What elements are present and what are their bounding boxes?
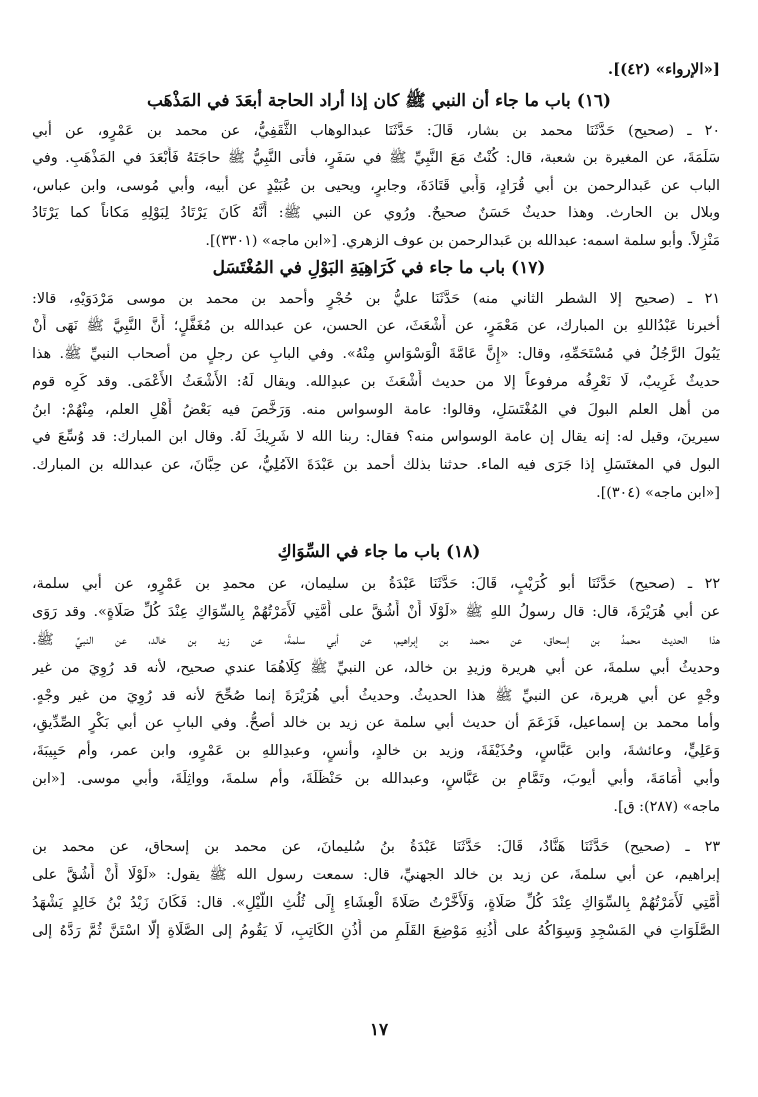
text-line: ٢٠ ـ (صحيح) حَدَّثَنَا محمد بن بشار، قَالَ: حَدَّثَنَا عبدالوهاب الثَّقَفِيُّ، عن محمد بن عَمْرٍو، عن أبي (32, 123, 720, 139)
text-line: وبلال بن الحارث. وهذا حديثٌ حَسَنٌ صحيحٌ. ورُوي عن النبي ﷺ: أَنَّهُ كَانَ يَرْتَادُ لِبَوْلِهِ مَكاناً كما يَرْتَادُ (32, 205, 720, 221)
text-line: هذا الحديث محمدُ بن إسحاق، عن محمد بن إبراهيم، عن أبي سلمةَ، عن زيد بن خالد، عن النبيِّ ﷺ. (32, 632, 720, 648)
text-line: وأما محمد بن إسماعيل، فَزَعَمَ أن حديث أبي سلمة عن زيد بن خالد أصحُّ. وفي البابِ عن أبي بَكْرٍ الصِّدِّيقِ، (32, 715, 720, 731)
text-line: من أهل العلم البولَ في المُغْتَسَلِ، وقالوا: عامة الوسواس منه. وَرَخَّصَ فيه بَعْضُ أَهْلِ العلم، مِنْهُمْ: ابنُ (32, 402, 720, 418)
text-line: ٢١ ـ (صحيح إلا الشطر الثاني منه) حَدَّثَنَا عليُّ بن حُجْرٍ وأحمد بن محمد بن موسى مَرْدَوَيْهِ، قالا: (32, 291, 720, 307)
section-heading-17: (١٧) باب ما جاء في كَرَاهِيَةِ البَوْلِ في المُغْتَسَل (212, 258, 546, 278)
text-line: وحديثُ أبي سلمةَ، عن أبي هريرة وزيدِ بن خالد، عن النبيِّ ﷺ كِلَاهُمَا عندي صحيح، لأنه قد رُوِيَ من غير (32, 660, 720, 676)
text-line: [«ابن ماجه» (٣٠٤)]. (596, 485, 720, 501)
top-reference: [«الإرواء» (٤٢)]. (607, 60, 720, 78)
text-line: أخبرنا عَبْدُاللهِ بن المبارك، عن مَعْمَرٍ، عن أَشْعَثَ، عن الحسن، عن عبدالله بن مُغَفَّلٍ؛ أَنَّ النَّبِيَّ ﷺ نَهَى أَنْ (32, 318, 720, 334)
text-line: الباب عن عَبدالرحمن بن أبي قُرَادٍ، وَأَبي قَتَادَةَ، وجابرٍ، ويحيى بن عُبَيْدٍ عن أبيه، وأبي مُوسى، وابن عباس، (32, 178, 720, 194)
text-line: إبراهيم، عن أبي سلمةَ، عن زيد بن خالد الجهنيِّ، قال: سمعت رسول الله ﷺ يقول: «لَوْلَا أَنْ أَشُقَّ على (32, 867, 720, 883)
text-line: وَعَلِيٍّ، وعائشةَ، وابن عَبَّاسٍ، وحُذَيْفَةَ، وزيد بن خالدٍ، وأنسٍ، وعبدِاللهِ بن عَمْرٍو، وابن عمر، وأم حَبِيبَةَ، (32, 743, 720, 759)
section-heading-16: (١٦) باب ما جاء أن النبي ﷺ كان إذا أراد الحاجة أبعَدَ في المَذْهَب (146, 91, 612, 111)
text-line: وجْهٍ عن أبي هريرة، عن النبيِّ ﷺ هذا الحديثُ. وحديثُ أبي هُرَيْرَةَ إنما صُحِّحَ لأنه قد رُوِيَ من غير وجْهٍ. (32, 688, 720, 704)
text-line: حديثٌ غَرِيبٌ، لَا نَعْرِفُه مرفوعاً إلا من حديث أَشْعَثَ بن عبدِالله. ويقال لَهُ: الأَشْعَثُ الأَعْمَى. وقد كَرِه قوم (32, 374, 720, 390)
text-line: سَلَمَةَ، عن المغيرة بن شعبة، قال: كُنْتُ مَعَ النَّبِيِّ ﷺ في سَفَرٍ، فأتى النَّبِيُّ ﷺ حاجَتَهُ فَأَبْعَدَ في المَذْهَبِ. وفي (32, 150, 720, 166)
text-line: وأبي أُمَامَةَ، وأبي أيوبَ، وتَمَّامِ بن عَبَّاسٍ، وعبدالله بن حَنْظَلَةَ، وأم سلمةَ، وواثِلَةَ، وأبي موسى. [«ابن (32, 771, 720, 787)
text-line: الصَّلَوَاتِ في المَسْجِدِ وَسِوَاكُهُ على أُذُنِهِ مَوْضِعَ القَلَمِ من أُذُنِ الكَاتِبِ، لَا يَقُومُ إلى الصَّلَاةِ إلَّا اسْتَنَّ ثُمَّ رَدَّهُ إلى (32, 923, 720, 939)
text-line: البول في المغتَسَلِ إذا جَرَى فيه الماء. حدثنا بذلك أحمد بن عَبْدَةَ الآمُلِيُّ، عن حِبَّانَ، عن عبدالله بن المبارك. (32, 457, 720, 473)
text-line: مَنْزِلاً. وأبو سلمة اسمه: عبدالله بن عَبدالرحمن بن عوف الزهري. [«ابن ماجه» (٣٣٠١)]. (205, 233, 720, 249)
text-line: أُمَّتِي لَأَمَرْتُهُمْ بِالسِّوَاكِ عِنْدَ كُلِّ صَلَاةٍ، وَلَأَخَّرْتُ صَلَاةَ الْعِشَاءِ إِلَى ثُلُثِ اللَّيْلِ». قال: فَكَانَ زَيْدُ بْنُ خَالِدٍ يَشْهَدُ (32, 895, 720, 911)
text-line: سيرينَ، وقيل له: إنه يقال إن عامة الوسواس منه؟ فقال: ربنا الله لا شَرِيكَ لَهُ. وقال ابن المبارك: قد وُسِّعَ في (32, 429, 720, 445)
text-line: ماجه» (٢٨٧): ق]. (613, 799, 720, 815)
page-number: ١٧ (369, 1020, 389, 1040)
text-line: عن أبي هُرَيْرَةَ، قال: قال رسولُ اللهِ ﷺ «لَوْلَا أَنْ أَشُقَّ على أُمَّتِي لَأَمَرْتُهُمْ بِالسِّوَاكِ عِنْدَ كُلِّ صَلَاةٍ». وقد رَوَى (32, 604, 720, 620)
text-line: ٢٣ ـ (صحيح) حَدَّثَنَا هَنَّادٌ، قَالَ: حَدَّثَنَا عَبْدَةُ بنُ سُليمانَ، عن محمد بن إسحاق، عن محمد بن (32, 839, 720, 855)
text-line: يَبُولَ الرَّجُلُ في مُسْتَحَمِّهِ، وقال: «إِنَّ عَامَّةَ الْوَسْوَاسِ مِنْهُ». وفي البابِ عن رجلٍ من أصحاب النبيِّ ﷺ. هذا (32, 346, 720, 362)
section-heading-18: (١٨) باب ما جاء في السِّوَاكِ (277, 542, 481, 562)
text-line: ٢٢ ـ (صحيح) حَدَّثَنَا أبو كُرَيْبٍ، قَالَ: حَدَّثَنَا عَبْدَةُ بن سليمان، عن محمدِ بن عَمْرٍو، عن أبي سلمة، (32, 576, 720, 592)
